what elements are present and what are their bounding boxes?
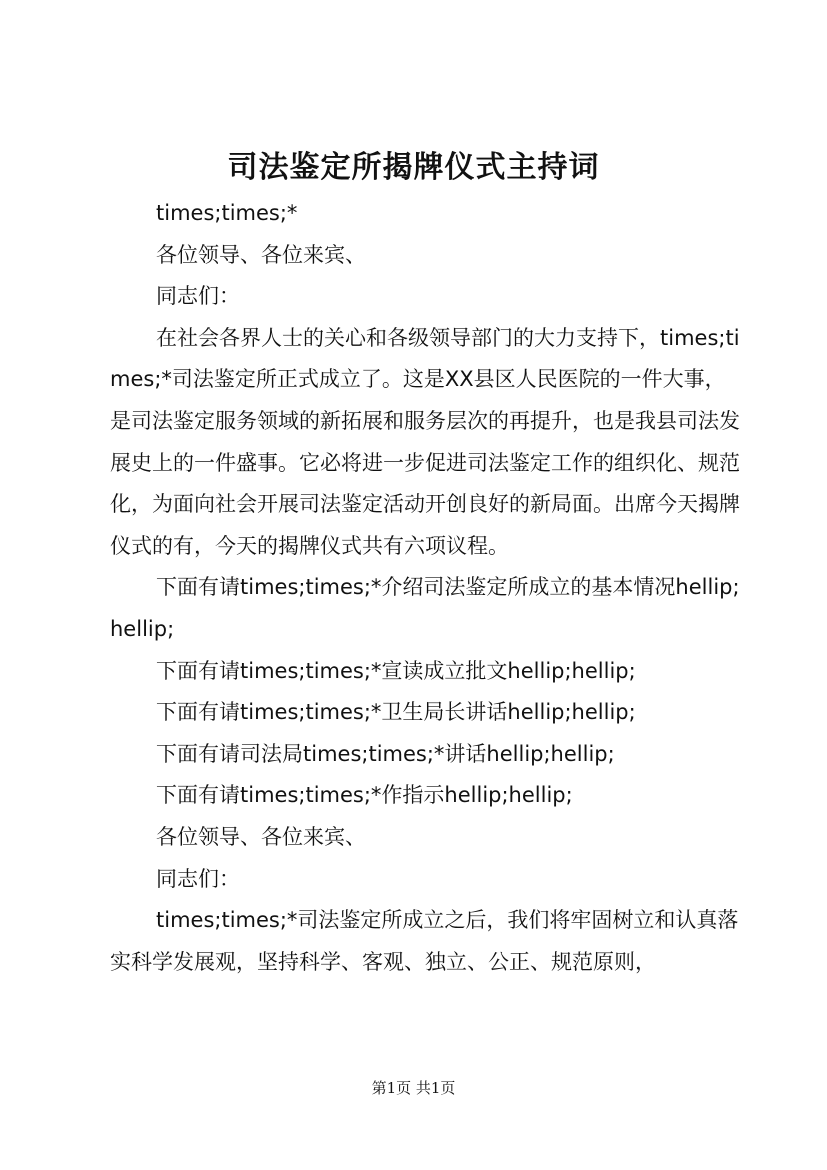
paragraph-5: 下面有请times;times;*介绍司法鉴定所成立的基本情况hellip;hellip; bbox=[110, 575, 740, 641]
document-title: 司法鉴定所揭牌仪式主持词 bbox=[227, 150, 600, 185]
paragraph-7: 下面有请times;times;*卫生局长讲话hellip;hellip; bbox=[156, 700, 636, 725]
document-body bbox=[110, 193, 740, 983]
paragraph-3: 同志们： bbox=[156, 284, 240, 309]
page-footer: 第1页 共1页 bbox=[371, 1079, 456, 1097]
paragraph-12: times;times;*司法鉴定所成立之后，我们将牢固树立和认真落实科学发展观，坚持科学、客观、独立、公正、规范原则， bbox=[110, 908, 739, 974]
paragraph-1: times;times;* bbox=[156, 201, 298, 225]
paragraph-4: 在社会各界人士的关心和各级领导部门的大力支持下，times;times;*司法鉴定所正式成立了。这是XX县区人民医院的一件大事，是司法鉴定服务领域的新拓展和服务层次的再提升，也是我县司法发展史上的一件盛事。它必将进一步促进司法鉴定工作的组织化、规范化，为面向社会开展司法鉴定活动开创良好的新局面。出席今天揭牌仪式的有，今天的揭牌仪式共有六项议程。 bbox=[110, 325, 740, 558]
paragraph-10: 各位领导、各位来宾、 bbox=[156, 824, 366, 849]
paragraph-9: 下面有请times;times;*作指示hellip;hellip; bbox=[156, 783, 573, 808]
paragraph-2: 各位领导、各位来宾、 bbox=[156, 242, 366, 267]
paragraph-8: 下面有请司法局times;times;*讲话hellip;hellip; bbox=[156, 741, 615, 766]
paragraph-6: 下面有请times;times;*宣读成立批文hellip;hellip; bbox=[156, 658, 636, 683]
paragraph-11: 同志们： bbox=[156, 866, 240, 891]
